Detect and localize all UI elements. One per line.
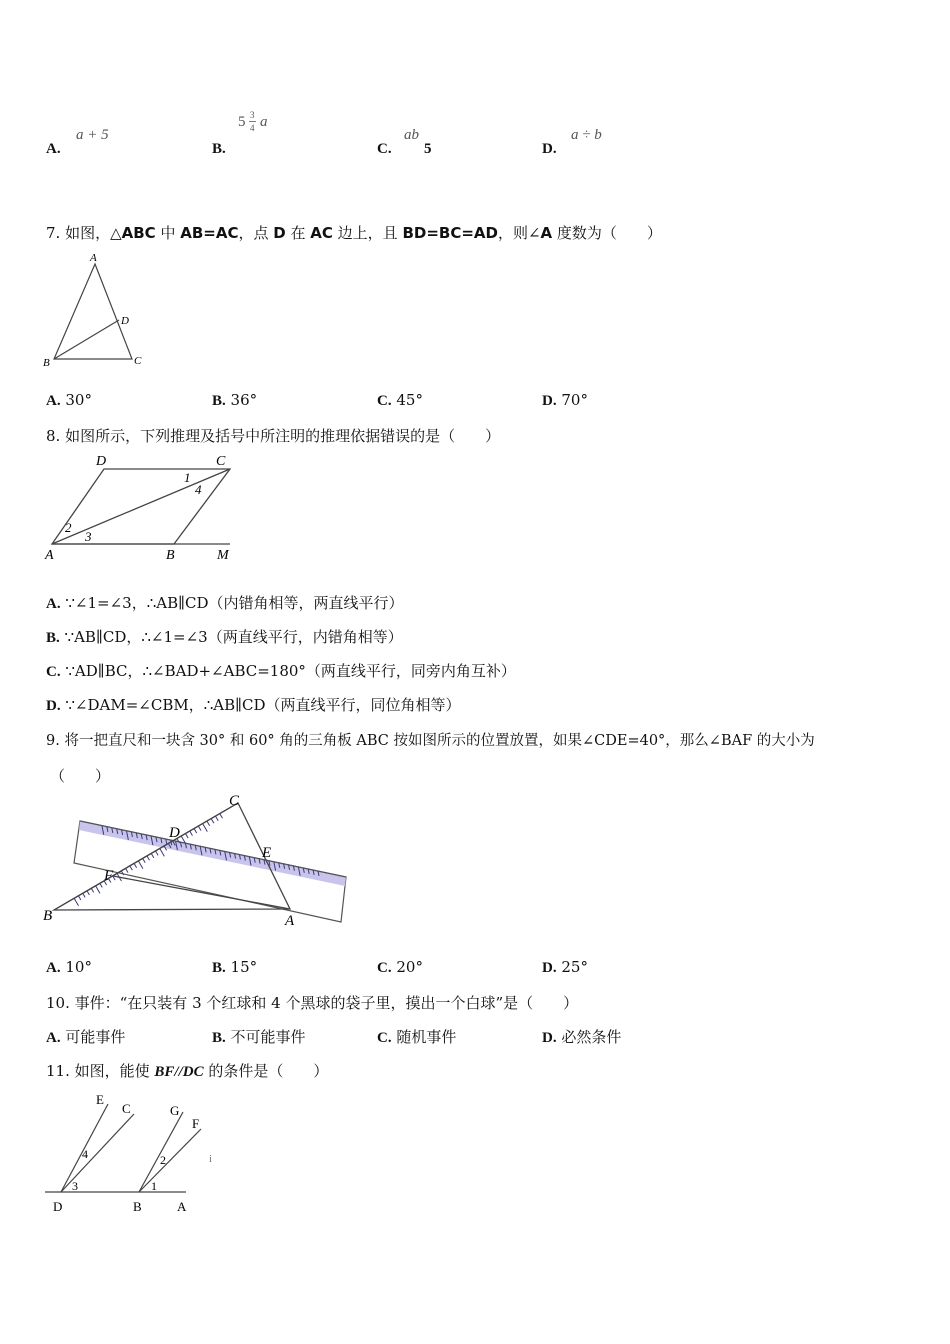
q6-option-b-fraction-bar: [249, 121, 256, 122]
q11-ray-bf: [139, 1129, 201, 1192]
q11-label-b: B: [133, 1199, 142, 1214]
q9-option-c[interactable]: C. 20°: [377, 958, 423, 976]
q11-label-angle-4: 4: [82, 1147, 88, 1161]
q7-text-5: D: [273, 224, 286, 242]
q7-text-6: 在: [285, 224, 311, 242]
q9-triangle-tick: [216, 816, 219, 820]
q9-stem-line1: [46, 729, 815, 750]
q10-option-c[interactable]: C. 随机事件: [377, 1028, 457, 1046]
q11-stray-mark: i: [209, 1153, 213, 1165]
q10-text: 事件：“在只装有 3 个红球和 4 个黑球的袋子里，摸出一个白球”是（ ）: [74, 994, 579, 1012]
q9-triangle-tick: [78, 896, 81, 900]
q9-triangle-tick: [95, 886, 100, 894]
q11-text-post: 的条件是（ ）: [203, 1062, 329, 1080]
q9-label-d: D: [169, 825, 180, 841]
q11-label-c: C: [122, 1101, 131, 1116]
q8-stem: [46, 425, 500, 446]
q11-label-d: D: [53, 1199, 63, 1214]
q7-label-c: C: [134, 355, 142, 367]
q7-label-a: A: [90, 252, 97, 264]
q8-text: 如图所示，下列推理及括号中所注明的推理依据错误的是（ ）: [65, 427, 501, 445]
q8-option-d[interactable]: D. ∵∠DAM=∠CBM，∴AB∥CD（两直线平行，同位角相等）: [46, 696, 461, 714]
q9-triangle-tick: [199, 826, 202, 830]
q7-text-1: ABC: [121, 224, 156, 242]
q8-label-d: D: [96, 454, 107, 469]
q6-option-d-expr: a ÷ b: [571, 127, 602, 143]
q7-text-9: BD=BC=AD: [402, 224, 498, 242]
q8-label-a: A: [45, 548, 54, 563]
q8-number: 8.: [46, 427, 61, 445]
q11-label-a: A: [177, 1199, 187, 1214]
q7-text-11: A: [540, 224, 553, 242]
q11-label-angle-1: 1: [151, 1179, 157, 1193]
q7-text-2: 中: [155, 224, 181, 242]
q11-label-angle-3: 3: [72, 1179, 78, 1193]
q9-label-b: B: [43, 908, 53, 924]
q9-triangle-tick: [190, 831, 193, 835]
q11-stem: [46, 1060, 328, 1081]
q7-text-8: 边上，且: [332, 224, 403, 242]
q7-label-d: D: [121, 315, 129, 327]
q6-option-c-label: C.: [377, 141, 392, 157]
q7-number: 7.: [46, 224, 61, 242]
q10-number: 10.: [46, 994, 70, 1012]
q8-option-b[interactable]: B. ∵AB∥CD，∴∠1=∠3（两直线平行，内错角相等）: [46, 628, 403, 646]
q9-triangle-tick: [211, 819, 214, 823]
q9-triangle-tick: [87, 891, 90, 895]
q8-label-c: C: [216, 454, 226, 469]
q11-label-angle-2: 2: [160, 1153, 166, 1167]
q7-text-0: 如图，△: [65, 224, 122, 242]
q6-option-c-expr: ab: [404, 127, 419, 143]
q7-segment-bd: [54, 320, 119, 359]
q10-option-a[interactable]: A. 可能事件: [46, 1028, 126, 1046]
q9-triangle-tick: [83, 893, 86, 897]
q9-triangle-tick: [74, 898, 79, 906]
q9-label-a: A: [285, 913, 295, 929]
q6-option-d-label: D.: [542, 141, 557, 157]
q9-option-a[interactable]: A. 10°: [46, 958, 92, 976]
q9-label-e: E: [262, 845, 272, 861]
q11-number: 11.: [46, 1062, 70, 1080]
q8-label-m: M: [217, 548, 229, 563]
q9-triangle-tick: [91, 888, 94, 892]
q9-stem-line2: （ ）: [50, 767, 111, 785]
q7-triangle-abc: [54, 264, 132, 359]
q8-label-angle-1: 1: [184, 470, 191, 485]
q10-option-d[interactable]: D. 必然条件: [542, 1028, 622, 1046]
q7-text-12: 度数为（ ）: [552, 224, 662, 242]
q8-label-angle-4: 4: [195, 482, 202, 497]
q11-label-e: E: [96, 1092, 104, 1107]
q9-label-c: C: [229, 793, 240, 809]
q11-text-pre: 如图，能使: [74, 1062, 155, 1080]
q7-option-c[interactable]: C. 45°: [377, 391, 423, 409]
q9-triangle-tick: [207, 821, 210, 825]
q10-stem: [46, 992, 578, 1013]
q8-parallelogram-figure: [40, 450, 240, 565]
q8-label-angle-3: 3: [85, 529, 92, 544]
q9-label-f: F: [104, 868, 114, 884]
q7-text-10: ，则∠: [497, 224, 541, 242]
q6-option-c-trail: 5: [424, 141, 432, 157]
q7-option-b[interactable]: B. 36°: [212, 391, 258, 409]
q6-option-a-label: A.: [46, 141, 61, 157]
q6-option-b-numerator: 3: [250, 110, 255, 120]
q9-triangle-tick: [100, 883, 103, 887]
q11-label-f: F: [192, 1116, 200, 1131]
q6-option-b-var: a: [260, 114, 268, 130]
q7-option-a[interactable]: A. 30°: [46, 391, 92, 409]
q9-text-line1: 将一把直尺和一块含 30° 和 60° 角的三角板 ABC 按如图所示的位置放置，如果∠CDE=40°，那么∠BAF 的大小为: [64, 733, 815, 749]
q7-stem: [46, 222, 662, 243]
q9-option-d[interactable]: D. 25°: [542, 958, 588, 976]
q9-option-b[interactable]: B. 15°: [212, 958, 258, 976]
q7-text-4: ，点: [238, 224, 274, 242]
q6-option-b-denominator: 4: [250, 123, 255, 133]
q11-label-g: G: [170, 1103, 180, 1118]
q9-triangle-tick: [203, 824, 208, 832]
q11-ray-bg: [139, 1112, 183, 1192]
q7-text-3: AB=AC: [180, 224, 239, 242]
q9-triangle-tick: [220, 814, 223, 818]
q9-triangle-tick: [186, 834, 189, 838]
q8-option-a[interactable]: A. ∵∠1=∠3，∴AB∥CD（内错角相等，两直线平行）: [46, 594, 404, 612]
q9-number: 9.: [46, 733, 60, 749]
q7-option-d[interactable]: D. 70°: [542, 391, 588, 409]
q8-option-c[interactable]: C. ∵AD∥BC，∴∠BAD+∠ABC=180°（两直线平行，同旁内角互补）: [46, 662, 516, 680]
q8-label-angle-2: 2: [65, 520, 72, 535]
q7-text-7: AC: [310, 224, 333, 242]
q8-label-b: B: [166, 548, 175, 563]
q9-triangle-tick: [194, 829, 197, 833]
q9-ruler-triangle-figure: [40, 790, 355, 935]
q6-option-b-label: B.: [212, 141, 226, 157]
q11-text-math: BF//DC: [154, 1064, 204, 1080]
q6-option-a-expr: a + 5: [76, 127, 109, 143]
q6-option-b-whole: 5: [238, 114, 246, 130]
q7-triangle-figure: [40, 250, 150, 372]
q7-label-b: B: [43, 357, 50, 369]
q11-angle-figure: [40, 1088, 225, 1218]
q10-option-b[interactable]: B. 不可能事件: [212, 1028, 306, 1046]
